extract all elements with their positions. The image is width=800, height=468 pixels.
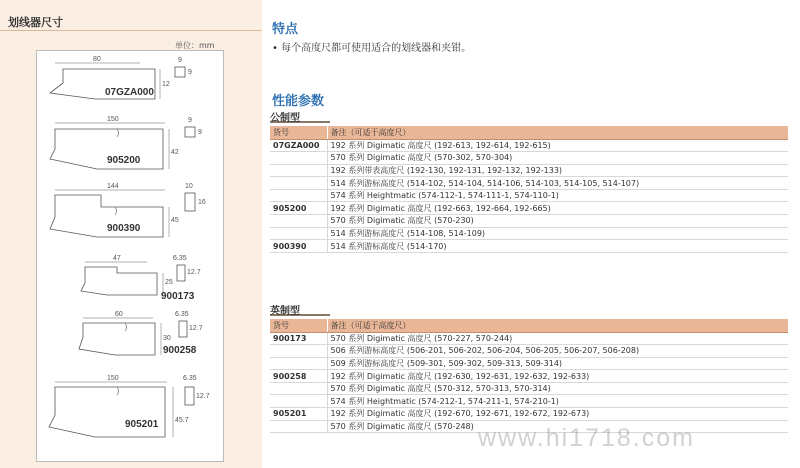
- drawing-frame: [36, 50, 224, 462]
- row-code: [270, 357, 327, 370]
- dim-width: 9: [178, 57, 182, 64]
- dim-thickness: 9: [188, 69, 192, 76]
- inch-type-label: 英制型: [270, 302, 330, 316]
- row-code: [270, 420, 327, 433]
- dim-width: 6.35: [175, 311, 189, 318]
- row-note: 570 系列 Digimatic 高度尺 (570-227, 570-244): [327, 332, 788, 345]
- dim-thickness: 9: [198, 129, 202, 136]
- dim-height: 42: [171, 149, 179, 156]
- tool-code: 900173: [161, 291, 195, 302]
- dim-width: 6.35: [183, 375, 197, 382]
- header-note: 备注（可适于高度尺）: [327, 126, 788, 139]
- table-row: [270, 382, 788, 395]
- panel-title: 划线器尺寸: [8, 16, 63, 29]
- row-code: [270, 177, 327, 190]
- tool-code: 900258: [163, 345, 197, 356]
- dim-length: 47: [113, 255, 121, 262]
- dim-height: 30: [163, 335, 171, 342]
- scriber-shape-icon: [45, 187, 225, 247]
- row-note: 192 系列 Digimatic 高度尺 (192-663, 192-664, 192-665): [327, 202, 788, 215]
- table-row: [270, 408, 788, 421]
- features-heading: 特点: [272, 22, 299, 37]
- scriber-shape-icon: [75, 315, 215, 370]
- row-note: 574 系列 Heightmatic (574-212-1, 574-211-1, 574-210-1): [327, 395, 788, 408]
- dim-thickness: 12.7: [196, 393, 210, 400]
- dim-length: 60: [115, 311, 123, 318]
- row-code: [270, 152, 327, 165]
- table-row: [270, 152, 788, 165]
- row-note: 570 系列 Digimatic 高度尺 (570-312, 570-313, 570-314): [327, 382, 788, 395]
- dim-width: 9: [188, 117, 192, 124]
- dim-length: 150: [107, 375, 119, 382]
- tool-code: 900390: [107, 223, 141, 234]
- row-code: 905200: [270, 202, 327, 215]
- row-code: [270, 345, 327, 358]
- row-code: [270, 227, 327, 240]
- dim-height: 12: [162, 81, 170, 88]
- table-row: [270, 370, 788, 383]
- specs-heading: 性能参数: [272, 94, 325, 109]
- row-code: [270, 395, 327, 408]
- table-row: [270, 332, 788, 345]
- header-code: 货号: [270, 319, 327, 332]
- header-code: 货号: [270, 126, 327, 139]
- row-note: 514 系列游标高度尺 (514-108, 514-109): [327, 227, 788, 240]
- header-note: 备注（可适于高度尺）: [327, 319, 788, 332]
- dim-width: 10: [185, 183, 193, 190]
- dim-thickness: 16: [198, 199, 206, 206]
- row-code: [270, 189, 327, 202]
- table-row: [270, 164, 788, 177]
- dim-height: 45: [171, 217, 179, 224]
- row-code: 900390: [270, 240, 327, 253]
- table-row: [270, 357, 788, 370]
- table-row: [270, 189, 788, 202]
- tool-code: 905200: [107, 155, 141, 166]
- table-row: [270, 345, 788, 358]
- row-note: 570 系列 Digimatic 高度尺 (570-248): [327, 420, 788, 433]
- dim-height: 45.7: [175, 417, 189, 424]
- dim-length: 144: [107, 183, 119, 190]
- row-code: 900258: [270, 370, 327, 383]
- scriber-shape-icon: [45, 379, 225, 449]
- scriber-shape-icon: [45, 59, 225, 109]
- table-row: [270, 215, 788, 228]
- table-row: [270, 240, 788, 253]
- tool-code: 07GZA000: [105, 87, 154, 98]
- row-note: 192 系列带表高度尺 (192-130, 192-131, 192-132, 192-133): [327, 164, 788, 177]
- tool-code: 905201: [125, 419, 159, 430]
- dim-height: 25: [165, 279, 173, 286]
- row-note: 192 系列 Digimatic 高度尺 (192-670, 192-671, 192-672, 192-673): [327, 408, 788, 421]
- table-row: [270, 395, 788, 408]
- row-note: 514 系列游标高度尺 (514-170): [327, 240, 788, 253]
- row-note: 570 系列 Digimatic 高度尺 (570-302, 570-304): [327, 152, 788, 165]
- row-note: 570 系列 Digimatic 高度尺 (570-230): [327, 215, 788, 228]
- table-row: [270, 177, 788, 190]
- scriber-shape-icon: [45, 119, 225, 179]
- row-code: 905201: [270, 408, 327, 421]
- dim-thickness: 12.7: [187, 269, 201, 276]
- dim-thickness: 12.7: [189, 325, 203, 332]
- dim-length: 150: [107, 116, 119, 123]
- row-note: 192 系列 Digimatic 高度尺 (192-630, 192-631, 192-632, 192-633): [327, 370, 788, 383]
- row-note: 509 系列游标高度尺 (509-301, 509-302, 509-313, 509-314): [327, 357, 788, 370]
- watermark-text: www.hi1718.com: [478, 424, 695, 452]
- metric-spec-table: [270, 126, 788, 253]
- scriber-shape-icon: [77, 259, 217, 309]
- row-note: 192 系列 Digimatic 高度尺 (192-613, 192-614, 192-615): [327, 139, 788, 152]
- features-bullet: • 每个高度尺都可使用适合的划线器和夹钳。: [272, 43, 472, 54]
- table-row: [270, 139, 788, 152]
- row-note: 506 系列游标高度尺 (506-201, 506-202, 506-204, 506-205, 506-207, 506-208): [327, 345, 788, 358]
- table-header-row: [270, 126, 788, 139]
- row-note: 514 系列游标高度尺 (514-102, 514-104, 514-106, 514-103, 514-105, 514-107): [327, 177, 788, 190]
- row-code: [270, 215, 327, 228]
- title-divider: [0, 30, 262, 31]
- inch-spec-table: [270, 319, 788, 433]
- table-row: [270, 227, 788, 240]
- row-code: 900173: [270, 332, 327, 345]
- row-code: 07GZA000: [270, 139, 327, 152]
- dim-width: 6.35: [173, 255, 187, 262]
- dim-length: 80: [93, 56, 101, 63]
- row-note: 574 系列 Heightmatic (574-112-1, 574-111-1, 574-110-1): [327, 189, 788, 202]
- table-header-row: [270, 319, 788, 332]
- table-row: [270, 202, 788, 215]
- product-info-panel: [262, 0, 800, 468]
- unit-label: 单位：mm: [175, 41, 215, 50]
- row-code: [270, 164, 327, 177]
- scriber-dimensions-panel: [0, 0, 262, 468]
- metric-type-label: 公制型: [270, 109, 330, 123]
- row-code: [270, 382, 327, 395]
